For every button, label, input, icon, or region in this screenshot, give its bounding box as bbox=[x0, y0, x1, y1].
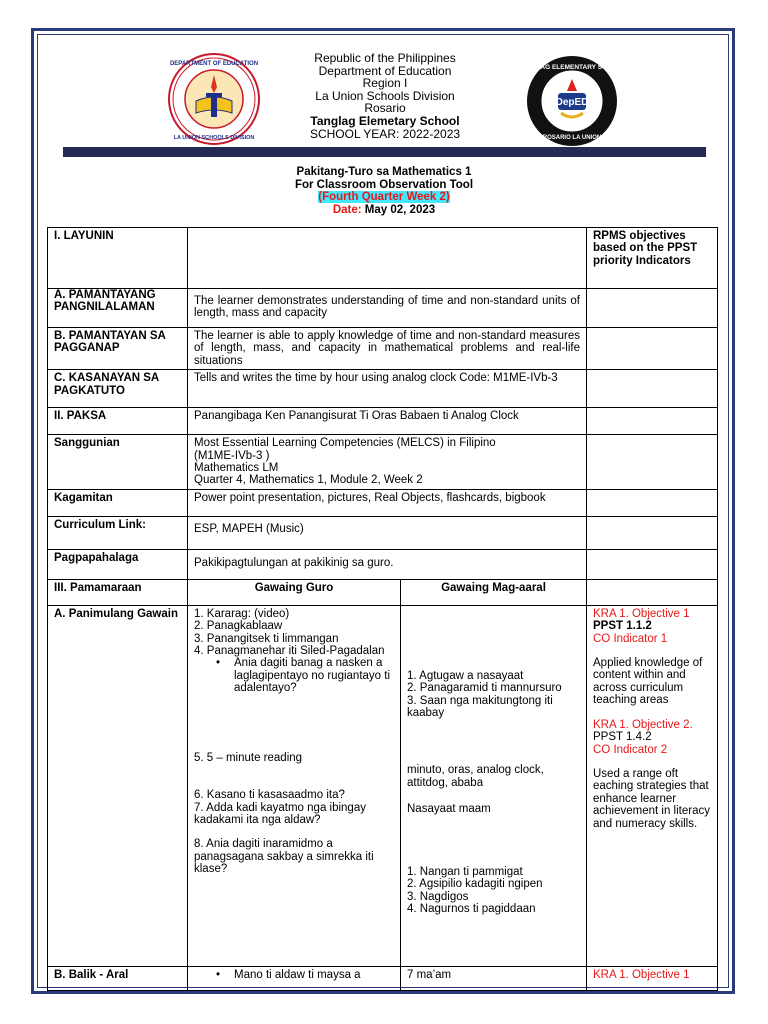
svg-text:ROSARIO LA UNION: ROSARIO LA UNION bbox=[542, 135, 602, 141]
magaaral-item: 2. Panagaramid ti mannursuro bbox=[407, 682, 562, 695]
balik-label: B. Balik - Aral bbox=[48, 966, 188, 990]
panimulang-rpms bbox=[587, 605, 718, 966]
guro-question-8: 8. Ania dagiti inaramidmo a panagsagana sakbay a simrekka iti klase? bbox=[194, 838, 374, 876]
panimulang-magaaral bbox=[401, 605, 587, 966]
balik-magaaral: 7 ma’am bbox=[401, 966, 587, 990]
balik-bullet-item bbox=[194, 969, 394, 981]
bullet-icon: • bbox=[215, 657, 220, 670]
rpms-ppst-2: PPST 1.4.2 bbox=[593, 731, 652, 744]
rpms-co-indicator-1: CO Indicator 1 bbox=[593, 632, 668, 645]
guro-bullet-item bbox=[194, 657, 394, 694]
kagamitan-label: Kagamitan bbox=[48, 489, 188, 516]
header-school-name: Tanglag Elemetary School bbox=[310, 113, 460, 128]
sanggunian-line: Mathematics LM bbox=[194, 462, 279, 475]
panimulang-label: A. Panimulang Gawain bbox=[48, 605, 188, 966]
layunin-label: I. LAYUNIN bbox=[48, 228, 188, 289]
a-label: A. PAMANTAYANG PANGNILALAMAN bbox=[48, 289, 188, 328]
header-division: La Union Schools Division bbox=[315, 88, 455, 103]
guro-header: Gawaing Guro bbox=[188, 579, 401, 605]
pagpapahalaga-rpms bbox=[587, 549, 718, 579]
table-row bbox=[48, 289, 718, 328]
table-row bbox=[48, 966, 718, 990]
a-rpms bbox=[587, 289, 718, 328]
table-row bbox=[48, 579, 718, 605]
guro-item: 2. Panagkablaaw bbox=[194, 620, 283, 633]
magaaral-item: 2. Agsipilio kadagiti ngipen bbox=[407, 878, 543, 891]
sanggunian-line: Quarter 4, Mathematics 1, Module 2, Week 2 bbox=[194, 474, 423, 487]
rpms-co-indicator-2: CO Indicator 2 bbox=[593, 743, 668, 756]
svg-text:LA UNION SCHOOLS DIVISION: LA UNION SCHOOLS DIVISION bbox=[173, 135, 255, 141]
magaaral-header: Gawaing Mag-aaral bbox=[401, 579, 587, 605]
paksa-text: Panangibaga Ken Panangisurat Ti Oras Babaen ti Analog Clock bbox=[188, 408, 587, 435]
pamamaraan-rpms bbox=[587, 579, 718, 605]
curriculum-label: Curriculum Link: bbox=[48, 516, 188, 549]
guro-item: 1. Kararag: (video) bbox=[194, 607, 290, 620]
magaaral-item: 1. Agtugaw a nasayaat bbox=[407, 669, 524, 682]
bullet-icon: • bbox=[215, 968, 220, 981]
panimulang-guro bbox=[188, 605, 401, 966]
header-town: Rosario bbox=[364, 101, 406, 116]
magaaral-item: 3. Nagdigos bbox=[407, 890, 469, 903]
header-department: Department of Education bbox=[318, 63, 452, 78]
sanggunian-line: Most Essential Learning Competencies (MELCS) in Filipino bbox=[194, 437, 496, 450]
table-row bbox=[48, 370, 718, 408]
kagamitan-rpms bbox=[587, 489, 718, 516]
pagpapahalaga-label: Pagpapahalaga bbox=[48, 549, 188, 579]
svg-text:DepED: DepED bbox=[555, 97, 589, 108]
paksa-label: II. PAKSA bbox=[48, 408, 188, 435]
a-text: The learner demonstrates understanding of time and non-standard units of length, mass and capacity bbox=[188, 289, 587, 328]
curriculum-rpms bbox=[587, 516, 718, 549]
b-text: The learner is able to apply knowledge of time and non-standard measures of length, mass, and capacity in mathematical problems and real-life situations bbox=[188, 328, 587, 370]
title-tool: For Classroom Observation Tool bbox=[294, 178, 474, 191]
c-text: Tells and writes the time by hour using analog clock Code: M1ME-IVb-3 bbox=[188, 370, 587, 408]
guro-bullet-text: Ania dagiti banag a nasken a laglagipentayo no rugiantayo ti adalentayo? bbox=[234, 657, 391, 695]
pamamaraan-label: III. Pamamaraan bbox=[48, 579, 188, 605]
header-republic: Republic of the Philippines bbox=[314, 51, 456, 65]
date-value: May 02, 2023 bbox=[361, 203, 436, 216]
table-row bbox=[48, 408, 718, 435]
sanggunian-rpms bbox=[587, 435, 718, 490]
paksa-rpms bbox=[587, 408, 718, 435]
lesson-plan-table bbox=[47, 227, 718, 991]
magaaral-answer: Nasayaat maam bbox=[407, 803, 491, 816]
table-row bbox=[48, 605, 718, 966]
table-row bbox=[48, 435, 718, 490]
table-row bbox=[48, 228, 718, 289]
magaaral-item: 1. Nangan ti pammigat bbox=[407, 865, 523, 878]
b-rpms bbox=[587, 328, 718, 370]
layunin-content bbox=[188, 228, 587, 289]
c-rpms bbox=[587, 370, 718, 408]
title-quarter: (Fourth Quarter Week 2) bbox=[318, 191, 450, 203]
c-label: C. KASANAYAN SA PAGKATUTO bbox=[48, 370, 188, 408]
date-label: Date: bbox=[332, 203, 362, 216]
table-row bbox=[48, 516, 718, 549]
svg-text:DEPARTMENT OF EDUCATION: DEPARTMENT OF EDUCATION bbox=[169, 61, 259, 67]
rpms-header: RPMS objectives based on the PPST priority Indicators bbox=[587, 228, 718, 289]
sanggunian-text bbox=[188, 435, 587, 490]
pagpapahalaga-text: Pakikipagtulungan at pakikinig sa guro. bbox=[188, 549, 587, 579]
rpms-description-2: Used a range oft eaching strategies that enhance learner achievement in literacy and numeracy skills. bbox=[593, 767, 710, 830]
school-seal-logo bbox=[518, 55, 626, 147]
lesson-title bbox=[180, 166, 588, 216]
header-school-year: SCHOOL YEAR: 2022-2023 bbox=[309, 126, 461, 141]
guro-item: 4. Panagmanehar iti Siled-Pagadalan bbox=[194, 645, 385, 658]
title-subject: Pakitang-Turo sa Mathematics 1 bbox=[296, 166, 472, 178]
balik-rpms: KRA 1. Objective 1 bbox=[587, 966, 718, 990]
b-label: B. PAMANTAYAN SA PAGGANAP bbox=[48, 328, 188, 370]
header-divider-bar bbox=[63, 147, 706, 157]
table-row bbox=[48, 489, 718, 516]
guro-question-6: 6. Kasano ti kasasaadmo ita? bbox=[194, 789, 345, 802]
table-row bbox=[48, 328, 718, 370]
rpms-kra-1: KRA 1. Objective 1 bbox=[593, 607, 690, 620]
table-row bbox=[48, 549, 718, 579]
magaaral-item: 3. Saan nga makitungtong iti kaabay bbox=[407, 694, 553, 720]
document-header bbox=[240, 52, 530, 140]
sanggunian-line: (M1ME-IVb-3 ) bbox=[194, 449, 270, 462]
header-region: Region I bbox=[362, 76, 408, 91]
balik-guro-text: Mano ti aldaw ti maysa a bbox=[234, 968, 361, 981]
guro-question-7: 7. Adda kadi kayatmo nga ibingay kadakami ita nga aldaw? bbox=[194, 801, 366, 826]
sanggunian-label: Sanggunian bbox=[48, 435, 188, 490]
kagamitan-text: Power point presentation, pictures, Real Objects, flashcards, bigbook bbox=[188, 489, 587, 516]
curriculum-text: ESP, MAPEH (Music) bbox=[188, 516, 587, 549]
balik-guro bbox=[188, 966, 401, 990]
guro-reading: 5. 5 – minute reading bbox=[194, 751, 303, 764]
guro-item: 3. Panangitsek ti limmangan bbox=[194, 632, 339, 645]
svg-text:TANGLAG ELEMENTARY SCHOOL: TANGLAG ELEMENTARY SCHOOL bbox=[518, 64, 626, 71]
rpms-kra-2: KRA 1. Objective 2. bbox=[593, 718, 693, 731]
rpms-description-1: Applied knowledge of content within and across curriculum teaching areas bbox=[593, 657, 703, 707]
magaaral-item: 4. Nagurnos ti pagiddaan bbox=[407, 902, 536, 915]
rpms-ppst-1: PPST 1.1.2 bbox=[593, 620, 652, 633]
magaaral-reading: minuto, oras, analog clock, attitdog, ababa bbox=[407, 764, 544, 789]
